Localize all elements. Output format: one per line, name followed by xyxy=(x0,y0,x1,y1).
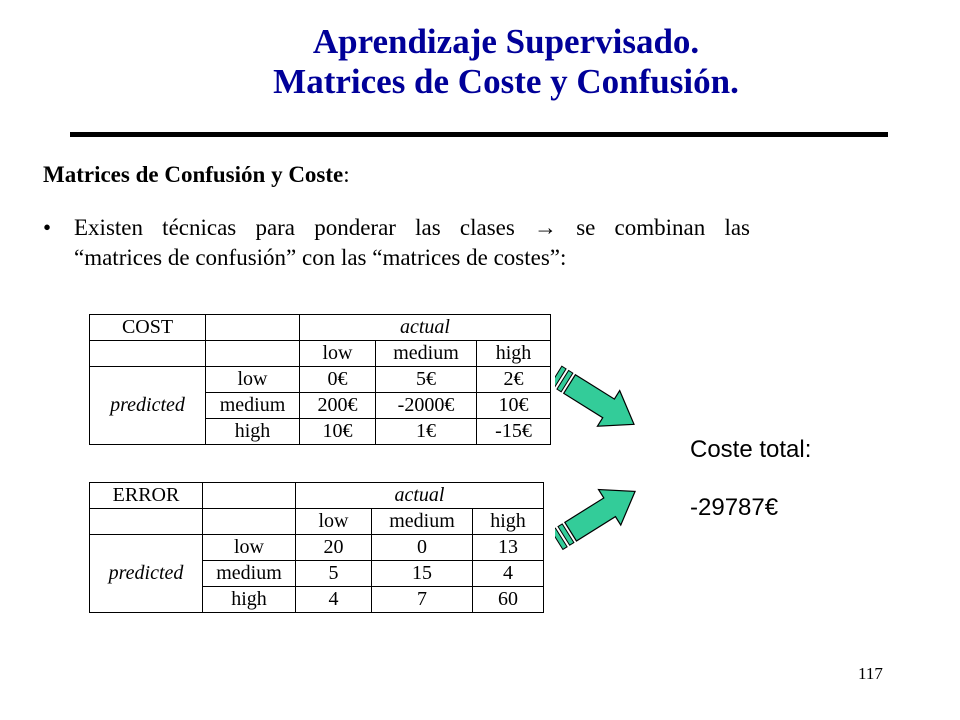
page-number: 117 xyxy=(858,664,883,683)
cost-col-header: high xyxy=(477,341,551,367)
cost-empty-cell xyxy=(206,341,300,367)
slide-title xyxy=(0,22,960,102)
cost-col-header: medium xyxy=(376,341,477,367)
error-cell: 13 xyxy=(473,535,544,561)
arrow-down-right-icon xyxy=(555,360,665,440)
section-heading-text: Matrices de Confusión y Coste xyxy=(43,162,344,187)
error-corner-label: ERROR xyxy=(90,483,203,509)
bullet-text-line1: Existen técnicas para ponderar las clases → se combinan las xyxy=(74,215,750,240)
cost-cell: 1€ xyxy=(376,419,477,445)
cost-cell: 0€ xyxy=(300,367,376,393)
error-empty-cell xyxy=(90,509,203,535)
error-actual-header: actual xyxy=(296,483,544,509)
error-cell: 15 xyxy=(372,561,473,587)
error-cell: 4 xyxy=(296,587,372,613)
error-cell: 20 xyxy=(296,535,372,561)
section-heading-colon: : xyxy=(343,162,350,187)
cost-cell: 5€ xyxy=(376,367,477,393)
error-empty-cell xyxy=(203,509,296,535)
cost-predicted-label: predicted xyxy=(90,367,206,445)
error-cell: 0 xyxy=(372,535,473,561)
total-cost-value: -29787€ xyxy=(690,494,779,521)
error-cell: 5 xyxy=(296,561,372,587)
arrow-up-right-icon xyxy=(555,474,665,554)
error-cell: 4 xyxy=(473,561,544,587)
bullet-text-line2: “matrices de confusión” con las “matrices de costes”: xyxy=(74,245,567,270)
cost-matrix-table xyxy=(89,314,551,445)
total-cost-label: Coste total: xyxy=(690,436,812,463)
slide-title-line2: Matrices de Coste y Confusión. xyxy=(273,62,739,101)
cost-empty-cell xyxy=(90,341,206,367)
cost-cell: 200€ xyxy=(300,393,376,419)
error-col-header: medium xyxy=(372,509,473,535)
error-cell: 60 xyxy=(473,587,544,613)
slide-title-line1: Aprendizaje Supervisado. xyxy=(312,22,700,61)
error-col-header: high xyxy=(473,509,544,535)
cost-col-header: low xyxy=(300,341,376,367)
cost-cell: 10€ xyxy=(300,419,376,445)
cost-row-label: medium xyxy=(206,393,300,419)
error-cell: 7 xyxy=(372,587,473,613)
cost-corner-label: COST xyxy=(90,315,206,341)
cost-cell: 2€ xyxy=(477,367,551,393)
error-matrix-table xyxy=(89,482,544,613)
error-empty-cell xyxy=(203,483,296,509)
cost-row-label: low xyxy=(206,367,300,393)
cost-actual-header: actual xyxy=(300,315,551,341)
error-predicted-label: predicted xyxy=(90,535,203,613)
cost-cell: 10€ xyxy=(477,393,551,419)
bullet-marker: • xyxy=(43,215,52,240)
title-divider xyxy=(70,132,888,137)
error-row-label: medium xyxy=(203,561,296,587)
cost-cell: -2000€ xyxy=(376,393,477,419)
error-row-label: low xyxy=(203,535,296,561)
cost-row-label: high xyxy=(206,419,300,445)
cost-empty-cell xyxy=(206,315,300,341)
section-heading xyxy=(43,162,350,188)
cost-cell: -15€ xyxy=(477,419,551,445)
error-col-header: low xyxy=(296,509,372,535)
error-row-label: high xyxy=(203,587,296,613)
